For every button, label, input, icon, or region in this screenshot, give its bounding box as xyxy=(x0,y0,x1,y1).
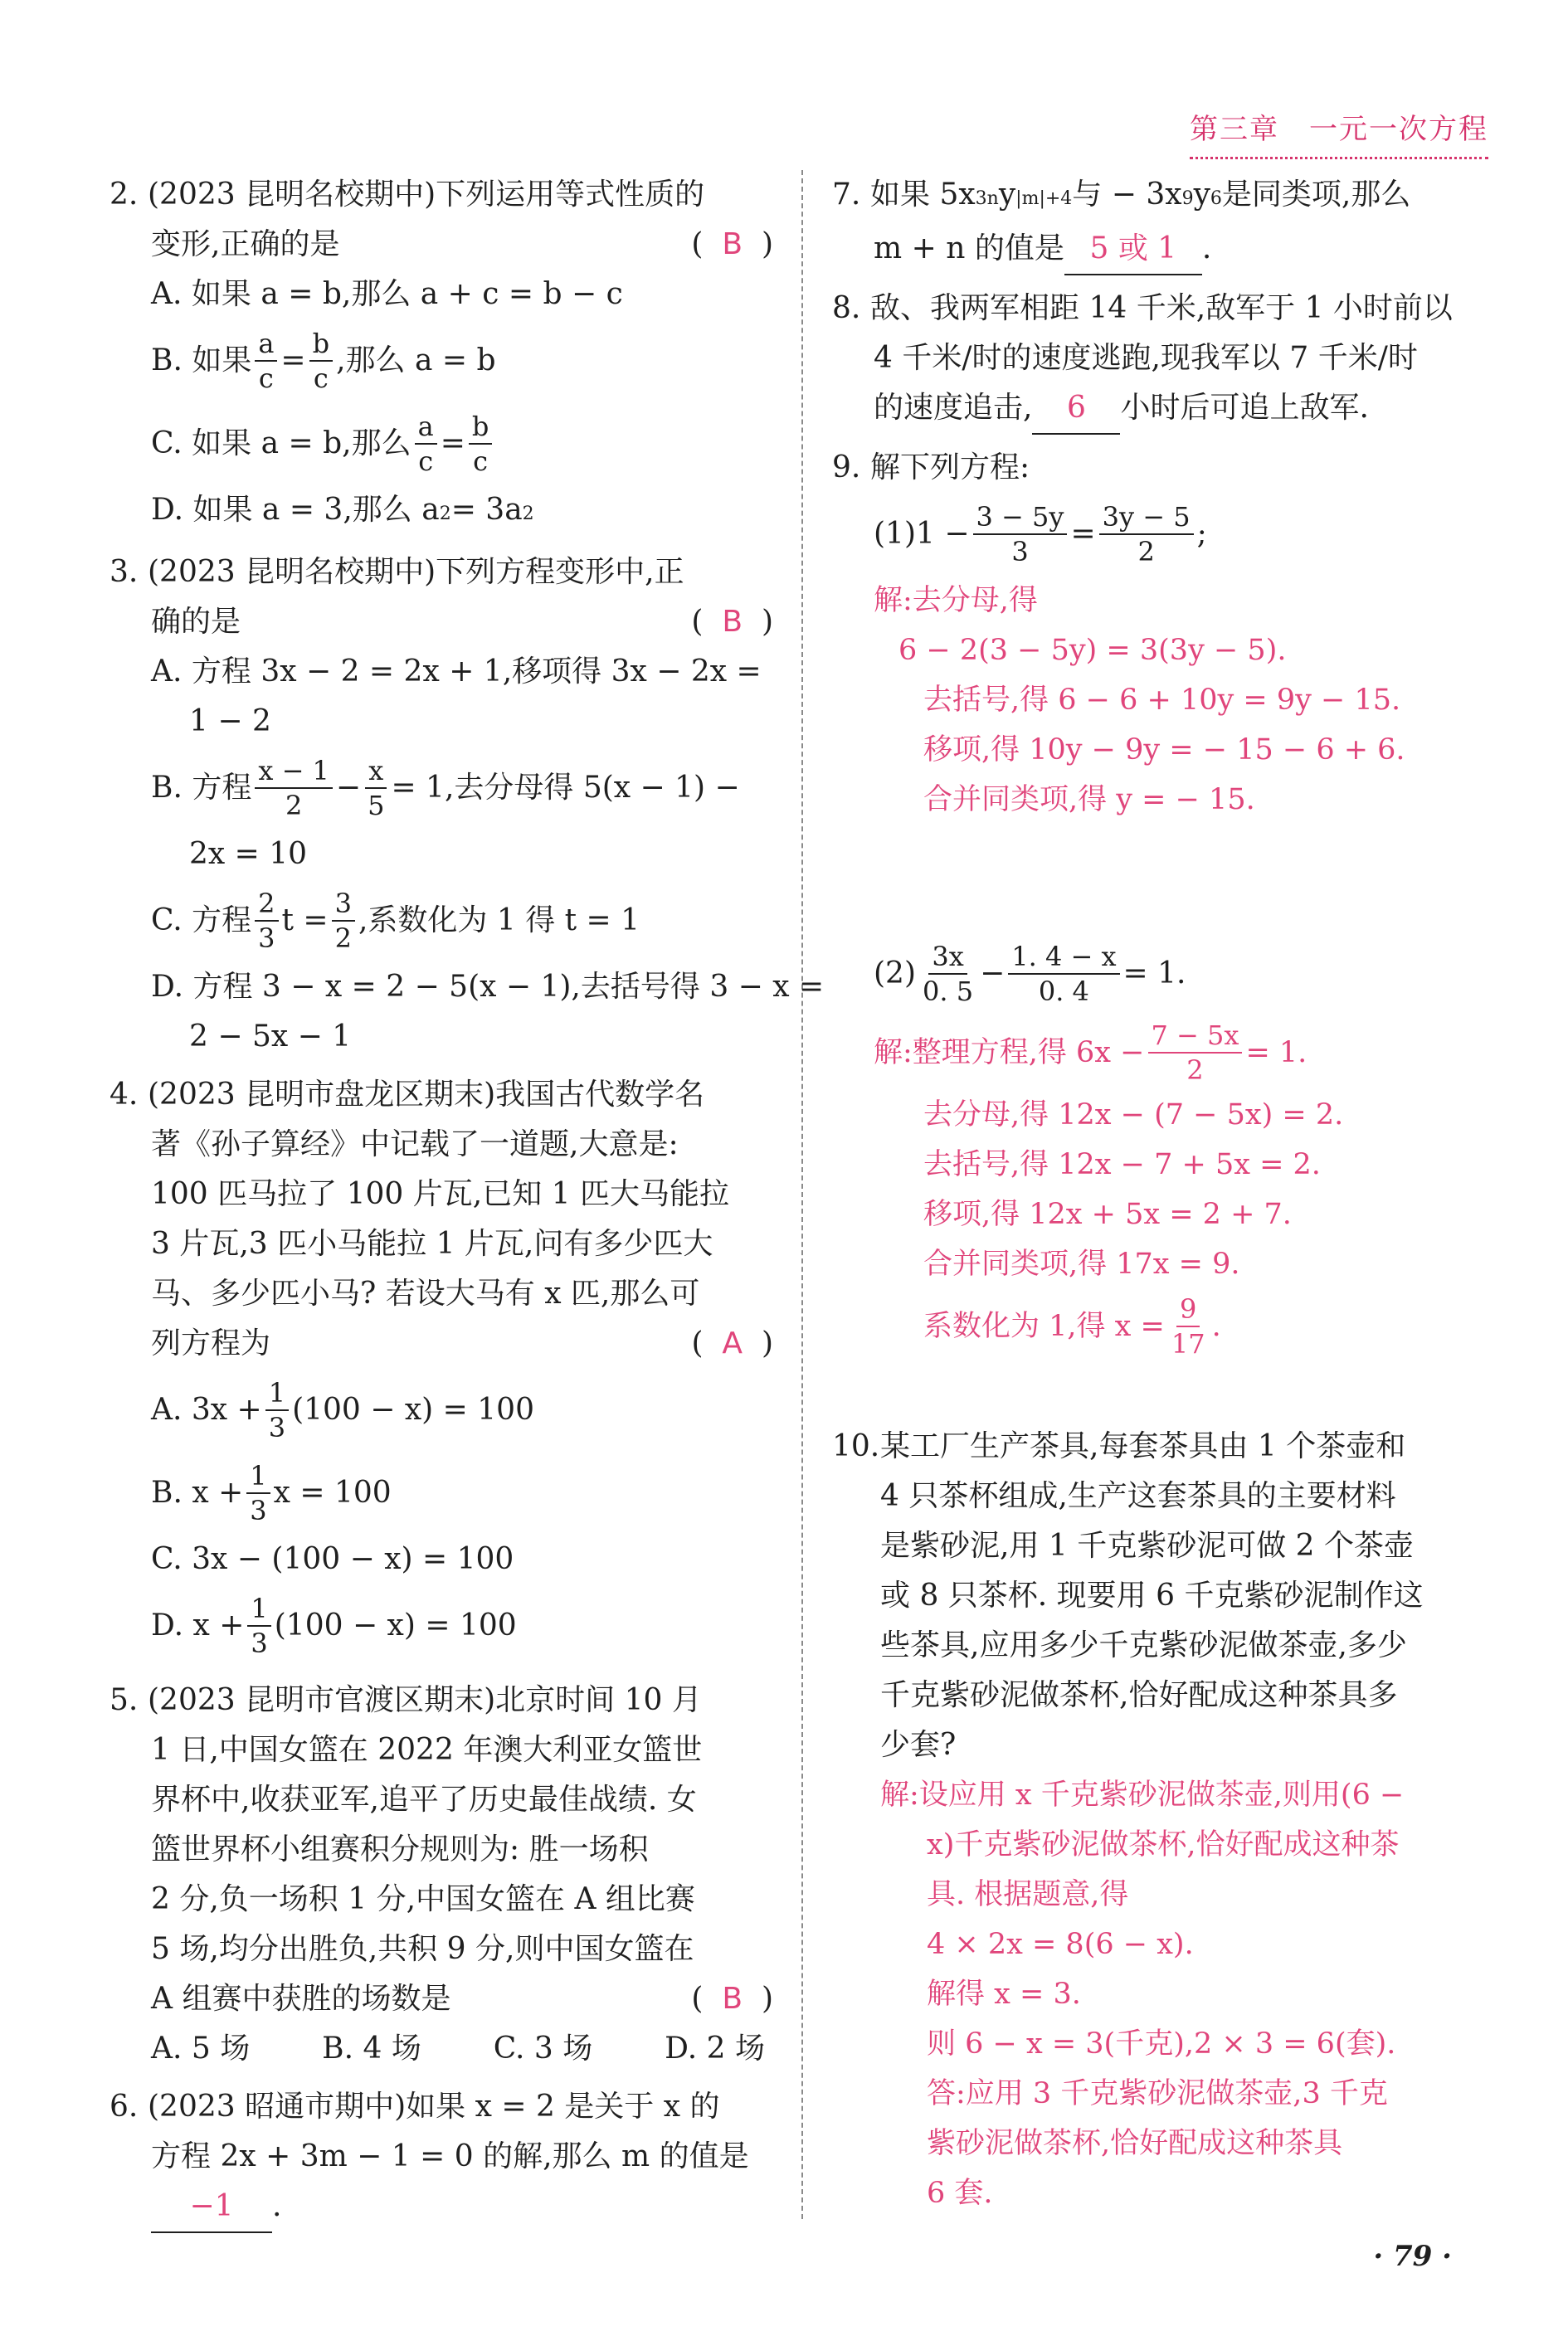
fraction: $\frac{1}{3}$ xyxy=(246,1459,270,1527)
question-stem: (2023 昆明名校期中)下列运用等式性质的 xyxy=(148,178,705,212)
left-column xyxy=(110,170,825,2241)
question-number: 4. xyxy=(110,1078,139,1112)
option-c: C. 方程 $\frac{2}{3}$ t = $\frac{3}{2}$ ,系数化为 1 得 t = 1 xyxy=(151,888,640,954)
option-d: D. 方程 3 − x = 2 − 5(x − 1),去括号得 3 − x = xyxy=(151,970,825,1004)
answer-bracket: ( A ) xyxy=(691,1326,773,1360)
answer-bracket: ( B ) xyxy=(691,1982,773,2016)
option-a: A. 如果 a = b,那么 a + c = b − c xyxy=(151,277,623,311)
option-d: D. 如果 a = 3,那么 a 2 = 3a 2 xyxy=(151,493,534,527)
chapter-header xyxy=(1190,106,1488,159)
choice-answer: B xyxy=(722,605,743,639)
question-5: 5. (2023 昆明市官渡区期末)北京时间 10 月 1 日,中国女篮在 2022 年澳大利亚女篮世 界杯中,收获亚军,追平了历史最佳战绩. 女 篮世界杯小组赛积分规则为: 胜一场积 2 分,负一场积 1 分,中国女篮在 A 组比赛 5 场,均分出胜负,共积 9 分,则中国女篮在 A 组赛中获胜的场数是 ( B ) A. 5 场 B. 4 场 C. 3 场 D. 2 场 xyxy=(110,1676,773,2074)
question-number: 8. xyxy=(832,291,861,325)
header-underline xyxy=(1190,150,1488,159)
fraction: $\frac{1. 4 - x}{0. 4}$ xyxy=(1008,940,1119,1008)
fill-blank-answer: −1 xyxy=(151,2182,272,2233)
fraction: $\frac{3y - 5}{2}$ xyxy=(1099,500,1194,568)
question-number: 10. xyxy=(832,1429,880,1463)
fraction: $\frac{3 - 5y}{3}$ xyxy=(973,500,1068,568)
question-7: 7. 如果 5x 3n y |m|+4 与 − 3x 9 y 6 是同类项,那么 m + n 的值是 5 或 1 . xyxy=(832,170,1488,275)
option-a: A. 5 场 xyxy=(151,2032,251,2066)
option-b: B. x + $\frac{1}{3}$ x = 100 xyxy=(151,1460,392,1526)
page-number: · 79 · xyxy=(1373,2240,1452,2273)
solution-1: 解:去分母,得 6 − 2(3 − 5y) = 3(3y − 5). 去括号,得 6 − 6 + 10y = 9y − 15. 移项,得 10y − 9y = − 15 − 6 + 6. 合并同类项,得 y = − 15. xyxy=(874,584,1405,816)
fraction: $\frac{x - 1}{2}$ xyxy=(255,754,333,822)
option-d: D. 2 场 xyxy=(665,2032,765,2066)
answer-bracket: ( B ) xyxy=(691,227,773,261)
choice-answer: A xyxy=(722,1326,743,1360)
question-2 xyxy=(110,170,773,539)
question-3: 3. (2023 昆明名校期中)下列方程变形中,正 确的是 ( B ) A. 方程 3x − 2 = 2x + 1,移项得 3x − 2x = 1 − 2 B. 方程 $\frac{x - 1}{2}$ − $\frac{x}{5}$ = 1,去分母得 5(x − 1) − 2x = 10 C. 方程 $\frac{2}{3}$ t = $\frac{3}{2}$ ,系数化为 1 得 t = 1 D. 方程 3 − x = 2 − 5(x − 1),去括号得 3 − x = 2 − 5x − 1 xyxy=(110,548,773,1062)
chapter-title: 第三章 一元一次方程 xyxy=(1190,113,1488,146)
fraction: $\frac{x}{5}$ xyxy=(364,754,387,822)
question-number: 5. xyxy=(110,1683,139,1717)
fraction: $\frac{b}{c}$ xyxy=(469,410,492,478)
option-c: C. 如果 a = b,那么 $\frac{a}{c}$ = $\frac{b}{c}$ xyxy=(110,402,773,485)
fraction: $\frac{7 - 5x}{2}$ xyxy=(1148,1019,1243,1087)
question-number: 9. xyxy=(832,450,861,484)
fraction: $\frac{a}{c}$ xyxy=(255,327,277,395)
fraction: $\frac{b}{c}$ xyxy=(309,327,333,395)
choice-answer: B xyxy=(722,1982,743,2016)
fraction: $\frac{1}{3}$ xyxy=(247,1592,270,1660)
choice-answer: B xyxy=(722,227,743,261)
answer-bracket: ( B ) xyxy=(691,605,773,639)
fill-blank-answer: 6 xyxy=(1032,383,1120,435)
solution-10: 解:设应用 x 千克紫砂泥做茶壶,则用(6 − x)千克紫砂泥做茶杯,恰好配成这种茶 具. 根据题意,得 4 × 2x = 8(6 − x). 解得 x = 3. 则 6 − x = 3(千克),2 × 3 = 6(套). 答:应用 3 千克紫砂泥做茶壶,3 千克 紫砂泥做茶杯,恰好配成这种茶具 6 套. xyxy=(880,1779,1405,2210)
option-c: C. 3 场 xyxy=(493,2032,593,2066)
option-a: A. 3x + $\frac{1}{3}$ (100 − x) = 100 xyxy=(151,1377,534,1443)
option-b: B. 如果 $\frac{a}{c}$ = $\frac{b}{c}$ ,那么 a = b xyxy=(151,328,496,394)
options-row xyxy=(110,2024,773,2074)
right-column xyxy=(832,170,1488,2226)
question-8: 8. 敌、我两军相距 14 千米,敌军于 1 小时前以 4 千米/时的速度逃跑,现我军以 7 千米/时 的速度追击, 6 小时后可追上敌军. xyxy=(832,284,1488,435)
question-10: 10. 某工厂生产茶具,每套茶具由 1 个茶壶和 4 只茶杯组成,生产这套茶具的主要材料 是紫砂泥,用 1 千克紫砂泥可做 2 个茶壶 或 8 只茶杯. 现要用 6 千克紫砂泥制作这 些茶具,应用多少千克紫砂泥做茶壶,多少 千克紫砂泥做茶杯,恰好配成这种茶具多 少套? 解:设应用 x 千克紫砂泥做茶壶,则用(6 − x)千克紫砂泥做茶杯,恰好配成这种茶 具. 根据题意,得 4 × 2x = 8(6 − x). 解得 x = 3. 则 6 − x = 3(千克),2 × 3 = 6(套). 答:应用 3 千克紫砂泥做茶壶,3 千克 紫砂泥做茶杯,恰好配成这种茶具 6 套. xyxy=(832,1422,1488,2218)
question-stem: 变形,正确的是 xyxy=(151,227,340,261)
fraction: $\frac{2}{3}$ xyxy=(255,887,278,955)
column-divider xyxy=(801,170,803,2219)
solution-2: 解:整理方程,得 6x − $\frac{7 - 5x}{2}$ = 1. 去分母,得 12x − (7 − 5x) = 2. 去括号,得 12x − 7 + 5x = 2. 移项,得 12x + 5x = 2 + 7. 合并同类项,得 17x = 9. 系数化为 1,得 x = $\frac{9}{17}$ . xyxy=(874,1020,1344,1360)
option-c: C. 3x − (100 − x) = 100 xyxy=(151,1542,514,1576)
equation-2: (2) $\frac{3x}{0. 5}$ − $\frac{1. 4 - x}{0. 4}$ = 1. xyxy=(874,941,1186,1007)
equation-1: (1)1 − $\frac{3 - 5y}{3}$ = $\frac{3y - 5}{2}$ ; xyxy=(874,501,1207,567)
fraction: $\frac{1}{3}$ xyxy=(265,1376,289,1444)
option-b: B. 方程 $\frac{x - 1}{2}$ − $\frac{x}{5}$ = 1,去分母得 5(x − 1) − xyxy=(151,755,740,821)
option-d: D. x + $\frac{1}{3}$ (100 − x) = 100 xyxy=(151,1593,517,1659)
fraction: $\frac{a}{c}$ xyxy=(415,410,437,478)
option-a: A. 方程 3x − 2 = 2x + 1,移项得 3x − 2x = xyxy=(151,655,762,689)
fraction: $\frac{3}{2}$ xyxy=(332,887,355,955)
question-stem: 确的是 xyxy=(151,605,241,639)
question-6: 6. (2023 昭通市期中)如果 x = 2 是关于 x 的 方程 2x + 3m − 1 = 0 的解,那么 m 的值是 −1 . xyxy=(110,2082,773,2233)
option-b: B. 4 场 xyxy=(322,2032,421,2066)
question-number: 7. xyxy=(832,178,861,212)
fill-blank-answer: 5 或 1 xyxy=(1064,224,1202,275)
question-number: 3. xyxy=(110,555,139,589)
question-number: 6. xyxy=(110,2090,139,2124)
question-number: 2. xyxy=(110,178,139,212)
question-4: 4. (2023 昆明市盘龙区期末)我国古代数学名 著《孙子算经》中记载了一道题,大意是: 100 匹马拉了 100 片瓦,已知 1 匹大马能拉 3 片瓦,3 匹小马能拉 1 片瓦,问有多少匹大 马、多少匹小马? 若设大马有 x 匹,那么可 列方程为 ( A ) A. 3x + $\frac{1}{3}$ (100 − x) = 100 B. x + $\frac{1}{3}$ x = 100 C. 3x − (100 − x) = 100 D. x + $\frac{1}{3}$ (100 − x) = 100 xyxy=(110,1070,773,1667)
fraction: $\frac{9}{17}$ xyxy=(1171,1293,1205,1360)
fraction: $\frac{3x}{0. 5}$ xyxy=(923,941,974,1007)
question-stem: (2023 昆明名校期中)下列方程变形中,正 xyxy=(148,555,684,589)
question-9: 9. 解下列方程: (1)1 − $\frac{3 - 5y}{3}$ = $\frac{3y - 5}{2}$ ; 解:去分母,得 6 − 2(3 − 5y) = 3(3y − 5). 去括号,得 6 − 6 + 10y = 9y − 15. 移项,得 10y − 9y = − 15 − 6 + 6. 合并同类项,得 y = − 15. (2) $\frac{3x}{0. 5}$ − $\frac{1. 4 - x}{0. 4}$ = 1. 解:整理方程,得 6x − $\frac{7 - 5x}{2}$ = 1. 去分母,得 12x − (7 − 5x) = 2. 去括号,得 12x − 7 + 5x = 2. 移项,得 12x + 5x = 2 + 7. 合并同类项,得 17x = 9. 系数化为 1,得 x = $\frac{9}{17}$ . xyxy=(832,443,1488,1364)
